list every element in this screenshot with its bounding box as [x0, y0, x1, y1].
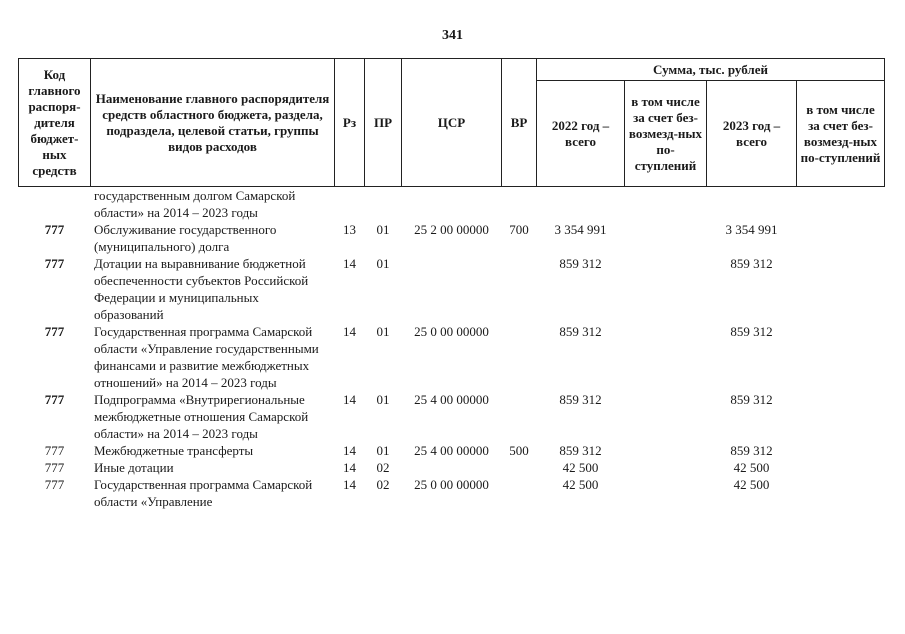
row-2022-total: 859 312	[559, 324, 602, 339]
row-2022-total: 42 500	[562, 460, 599, 475]
row-2022-total: 859 312	[559, 256, 602, 271]
row-2023-free	[797, 442, 885, 459]
row-vr	[502, 187, 537, 222]
row-2022-free	[625, 391, 707, 442]
row-csr: 25 4 00 00000	[414, 443, 489, 458]
row-code: 777	[44, 392, 65, 407]
row-name: Государственная программа Самарской области «Управление государственными финансами и развитие межбюджетных отношений» на 2014 – 2023 годы	[94, 324, 319, 390]
row-2022-total: 3 354 991	[554, 222, 607, 237]
row-vr	[502, 459, 537, 476]
row-pr: 02	[376, 460, 390, 475]
row-csr: 25 0 00 00000	[414, 324, 489, 339]
budget-table	[18, 58, 885, 510]
table-row	[19, 442, 885, 459]
row-vr	[502, 476, 537, 510]
row-rz: 14	[343, 460, 356, 475]
row-2023-free	[797, 459, 885, 476]
row-rz: 14	[343, 392, 356, 407]
row-code: 777	[44, 222, 65, 237]
row-name: Дотации на выравнивание бюджетной обеспеченности субъектов Российской Федерации и муниципальных образований	[94, 256, 309, 322]
header-sum: Сумма, тыс. рублей	[537, 59, 885, 81]
row-2022-total	[537, 187, 625, 222]
header-rz: Рз	[335, 59, 365, 187]
table-row	[19, 255, 885, 323]
row-2022-free	[625, 187, 707, 222]
row-vr: 500	[509, 443, 529, 458]
table-body	[19, 187, 885, 511]
row-2022-free	[625, 476, 707, 510]
table-row	[19, 391, 885, 442]
row-2023-total: 859 312	[730, 256, 773, 271]
row-csr	[402, 187, 502, 222]
header-vr: ВР	[502, 59, 537, 187]
row-name: Межбюджетные трансферты	[94, 443, 254, 458]
row-code: 777	[44, 443, 65, 458]
row-2023-free	[797, 476, 885, 510]
table-row	[19, 221, 885, 255]
row-pr: 01	[376, 256, 390, 271]
row-csr: 25 2 00 00000	[414, 222, 489, 237]
row-pr: 01	[376, 443, 390, 458]
header-pr: ПР	[365, 59, 402, 187]
row-2023-free	[797, 255, 885, 323]
header-code: Код главного распоря-дителя бюджет-ных средств	[19, 59, 91, 187]
row-name: Обслуживание государственного (муниципального) долга	[94, 222, 277, 254]
row-pr	[365, 187, 402, 222]
row-2023-free	[797, 187, 885, 222]
table-row	[19, 323, 885, 391]
row-2022-free	[625, 442, 707, 459]
header-csr: ЦСР	[402, 59, 502, 187]
header-2023-total: 2023 год – всего	[707, 81, 797, 187]
row-vr	[502, 323, 537, 391]
row-rz: 14	[343, 443, 356, 458]
row-vr	[502, 255, 537, 323]
table-row	[19, 187, 885, 222]
header-name: Наименование главного распорядителя средств областного бюджета, раздела, подраздела, целевой статьи, группы видов расходов	[91, 59, 335, 187]
row-pr: 02	[376, 477, 390, 492]
row-name: государственным долгом Самарской области» на 2014 – 2023 годы	[94, 188, 296, 220]
row-2023-total: 859 312	[730, 443, 773, 458]
row-2022-free	[625, 323, 707, 391]
row-2022-total: 859 312	[559, 392, 602, 407]
row-csr	[402, 459, 502, 476]
row-2023-total: 859 312	[730, 324, 773, 339]
row-name: Государственная программа Самарской области «Управление	[94, 477, 313, 509]
row-name: Иные дотации	[94, 460, 174, 475]
table-header	[19, 59, 885, 187]
row-rz: 14	[343, 477, 356, 492]
row-2023-total: 42 500	[733, 460, 770, 475]
row-2022-free	[625, 255, 707, 323]
row-2023-free	[797, 323, 885, 391]
row-2023-total: 42 500	[733, 477, 770, 492]
row-2022-free	[625, 459, 707, 476]
row-csr: 25 4 00 00000	[414, 392, 489, 407]
row-2022-total: 859 312	[559, 443, 602, 458]
header-2023-free: в том числе за счет без-возмезд-ных по-ступлений	[797, 81, 885, 187]
row-code: 777	[44, 324, 65, 339]
row-2023-total: 3 354 991	[725, 222, 778, 237]
header-2022-free: в том числе за счет без-возмезд-ных по-ступлений	[625, 81, 707, 187]
row-pr: 01	[376, 392, 390, 407]
row-rz: 13	[343, 222, 356, 237]
row-2023-free	[797, 221, 885, 255]
table-row	[19, 459, 885, 476]
row-vr: 700	[509, 222, 529, 237]
row-code: 777	[44, 256, 65, 271]
table-row	[19, 476, 885, 510]
row-2023-total: 859 312	[730, 392, 773, 407]
row-rz	[335, 187, 365, 222]
row-code: 777	[44, 477, 65, 492]
row-2022-total: 42 500	[562, 477, 599, 492]
row-csr: 25 0 00 00000	[414, 477, 489, 492]
row-pr: 01	[376, 324, 390, 339]
row-2023-total	[707, 187, 797, 222]
row-code: 777	[44, 460, 65, 475]
row-rz: 14	[343, 324, 356, 339]
row-vr	[502, 391, 537, 442]
row-pr: 01	[376, 222, 390, 237]
row-2023-free	[797, 391, 885, 442]
page-number: 341	[442, 28, 463, 43]
header-2022-total: 2022 год – всего	[537, 81, 625, 187]
row-code	[19, 187, 91, 222]
row-rz: 14	[343, 256, 356, 271]
row-csr	[402, 255, 502, 323]
row-2022-free	[625, 221, 707, 255]
row-name: Подпрограмма «Внутрирегиональные межбюджетные отношения Самарской области» на 2014 – 2023 годы	[94, 392, 309, 441]
